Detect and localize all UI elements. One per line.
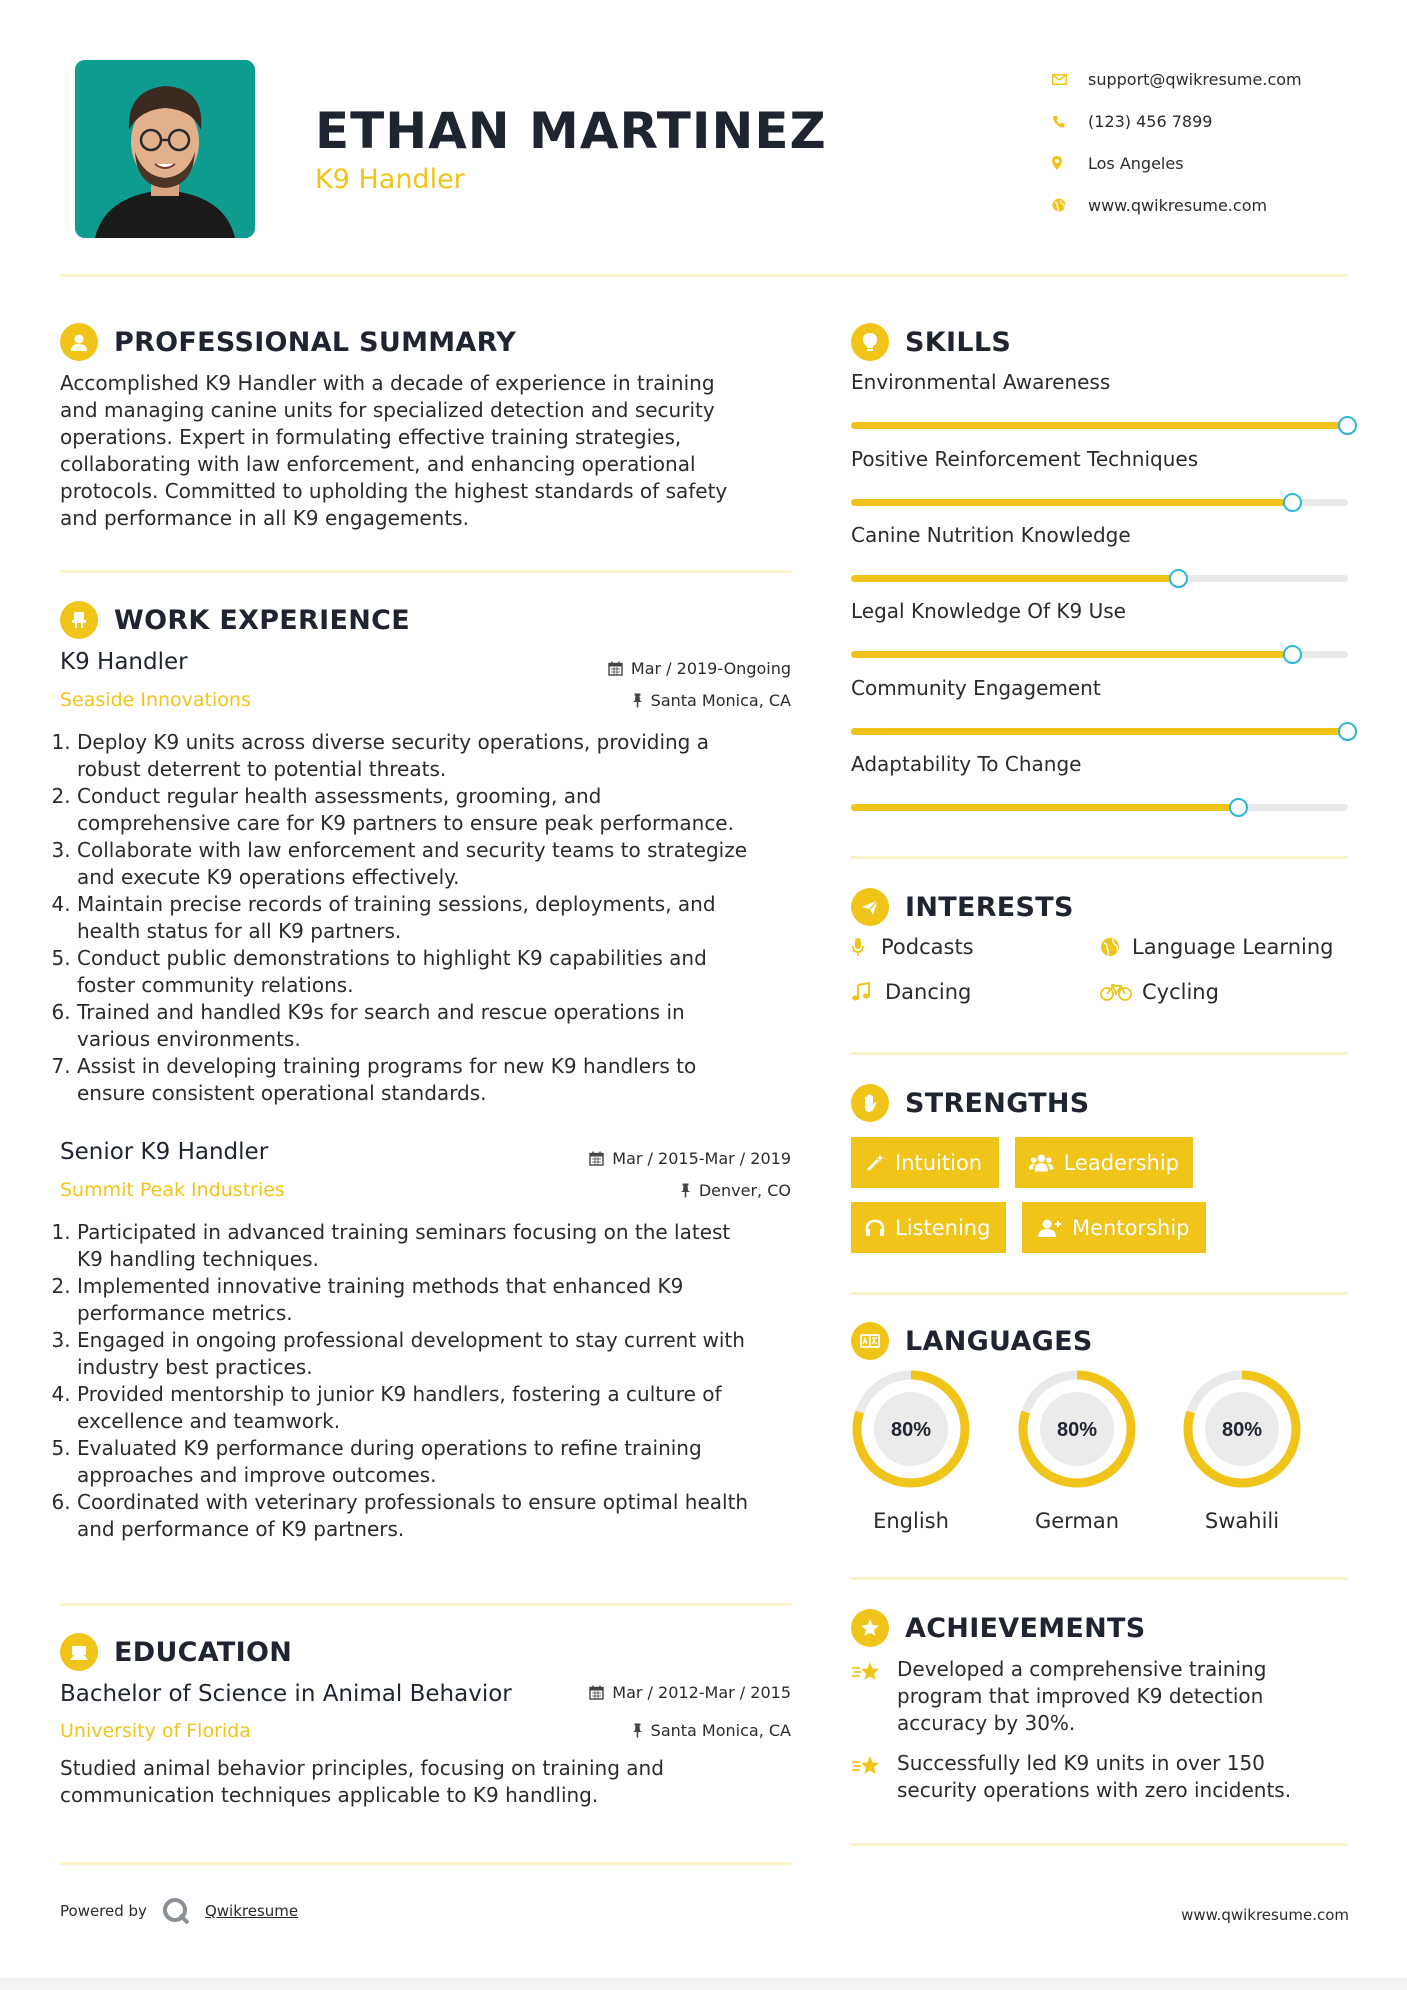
interest-label: Dancing	[885, 980, 972, 1004]
skill-bar-knob	[1283, 645, 1302, 664]
list-item	[77, 1219, 800, 1273]
candidate-name: ETHAN MARTINEZ	[315, 102, 827, 160]
skill-bar-fill	[851, 499, 1293, 506]
list-item	[77, 891, 800, 945]
education-description	[60, 1755, 800, 1809]
interest-label: Cycling	[1142, 980, 1219, 1004]
strengths-heading	[851, 1084, 1090, 1122]
list-item-line: performance metrics.	[77, 1301, 293, 1325]
skill-name: Environmental Awareness	[851, 370, 1111, 394]
achievement-line: program that improved K9 detection	[897, 1684, 1264, 1708]
footer-strip	[0, 1978, 1407, 1990]
skill-item	[851, 370, 1351, 429]
list-item	[77, 783, 800, 837]
skill-bar-knob	[1338, 722, 1357, 741]
user-plus-icon	[1036, 1218, 1062, 1238]
skill-name: Legal Knowledge Of K9 Use	[851, 599, 1126, 623]
language-icon	[851, 1322, 889, 1360]
skill-bar	[851, 575, 1348, 582]
skill-item	[851, 599, 1351, 658]
achievement-line: Developed a comprehensive training	[897, 1657, 1267, 1681]
list-item	[77, 1053, 800, 1107]
skill-bar	[851, 804, 1348, 811]
lightbulb-icon	[851, 323, 889, 361]
job-title: K9 Handler	[60, 649, 188, 675]
summary-line: and performance in all K9 engagements.	[60, 506, 469, 530]
list-item	[77, 945, 800, 999]
summary-line: operations. Expert in formulating effective training strategies,	[60, 425, 682, 449]
achievements-title: ACHIEVEMENTS	[905, 1612, 1146, 1644]
skill-item	[851, 523, 1351, 582]
skill-bar	[851, 651, 1348, 658]
hand-icon	[851, 1084, 889, 1122]
list-item	[77, 729, 800, 783]
calendar-icon	[589, 1151, 604, 1166]
list-item	[77, 1489, 800, 1543]
skill-name: Canine Nutrition Knowledge	[851, 523, 1131, 547]
achievement-line: accuracy by 30%.	[897, 1711, 1076, 1735]
interest-item	[1100, 935, 1333, 959]
headphones-icon	[865, 1219, 885, 1237]
school-name: University of Florida	[60, 1720, 251, 1742]
language-percent: 80%	[1221, 1419, 1263, 1441]
education-title: EDUCATION	[114, 1636, 293, 1668]
section-divider	[851, 1052, 1348, 1055]
language-item	[1180, 1367, 1304, 1533]
education-line: communication techniques applicable to K9 handling.	[60, 1783, 599, 1807]
list-item	[77, 1327, 800, 1381]
achievements-heading	[851, 1609, 1146, 1647]
group-icon	[1029, 1153, 1054, 1173]
list-item-line: foster community relations.	[77, 973, 354, 997]
list-item	[77, 1435, 800, 1489]
pin-icon	[632, 1723, 643, 1738]
list-item-line: 4. Maintain precise records of training sessions, deployments, and	[77, 892, 716, 916]
section-divider	[851, 1577, 1348, 1580]
list-item-line: industry best practices.	[77, 1355, 313, 1379]
summary-line: and managing canine units for specialized detection and security	[60, 398, 715, 422]
job-title: Senior K9 Handler	[60, 1139, 269, 1165]
strength-label: Leadership	[1063, 1150, 1179, 1175]
language-name: Swahili	[1204, 1509, 1280, 1533]
skill-name: Community Engagement	[851, 676, 1101, 700]
footer-website[interactable]: www.qwikresume.com	[1181, 1906, 1349, 1924]
language-progress-ring	[1015, 1367, 1139, 1491]
music-note-icon	[851, 982, 885, 1002]
envelope-icon	[1048, 74, 1088, 85]
summary-line: collaborating with law enforcement, and enhancing operational	[60, 452, 696, 476]
job-location	[680, 1181, 791, 1200]
star-icon	[851, 1750, 897, 1804]
summary-line: protocols. Committed to upholding the highest standards of safety	[60, 479, 728, 503]
bicycle-icon	[1100, 983, 1142, 1001]
powered-by-label: Powered by	[60, 1902, 147, 1920]
interest-label: Podcasts	[881, 935, 974, 959]
list-item-line: and execute K9 operations effectively.	[77, 865, 460, 889]
list-item-line: and performance of K9 partners.	[77, 1517, 405, 1541]
list-item-line: health status for all K9 partners.	[77, 919, 402, 943]
language-progress-ring	[1180, 1367, 1304, 1491]
pin-icon	[680, 1183, 691, 1198]
section-divider	[851, 1292, 1348, 1295]
education-date	[589, 1683, 791, 1702]
achievement-item	[851, 1656, 1266, 1737]
list-item-line: robust deterrent to potential threats.	[77, 757, 447, 781]
qwikresume-logo-icon	[161, 1896, 193, 1926]
job-location-text: Denver, CO	[698, 1181, 791, 1200]
skill-item	[851, 447, 1351, 506]
language-percent: 80%	[1056, 1419, 1098, 1441]
list-item-line: 1. Deploy K9 units across diverse security operations, providing a	[77, 730, 709, 754]
interests-heading	[851, 888, 1074, 926]
candidate-role: K9 Handler	[315, 164, 465, 195]
languages-title: LANGUAGES	[905, 1325, 1093, 1357]
list-item-line: ensure consistent operational standards.	[77, 1081, 487, 1105]
languages-heading	[851, 1322, 1093, 1360]
education-date-text: Mar / 2012-Mar / 2015	[612, 1683, 791, 1702]
achievement-text	[897, 1656, 1266, 1737]
strengths-title: STRENGTHS	[905, 1087, 1090, 1119]
list-item	[77, 1273, 800, 1327]
strength-label: Mentorship	[1072, 1215, 1190, 1240]
list-item-line: approaches and improve outcomes.	[77, 1463, 437, 1487]
skill-bar-knob	[1283, 493, 1302, 512]
job-date	[608, 659, 791, 678]
language-name: German	[1034, 1509, 1120, 1533]
interest-label: Language Learning	[1132, 935, 1334, 959]
list-item-line: 7. Assist in developing training programs for new K9 handlers to	[77, 1054, 697, 1078]
pin-icon	[632, 693, 643, 708]
qwikresume-link[interactable]: Qwikresume	[204, 1902, 299, 1920]
header-divider	[60, 274, 1348, 277]
strength-tag	[1015, 1137, 1193, 1188]
interest-item	[1100, 980, 1219, 1004]
degree-title: Bachelor of Science in Animal Behavior	[60, 1681, 512, 1707]
section-divider	[851, 856, 1348, 859]
job-location-text: Santa Monica, CA	[650, 691, 791, 710]
language-item	[1015, 1367, 1139, 1533]
calendar-icon	[608, 661, 623, 676]
strength-tag	[851, 1137, 999, 1188]
interests-title: INTERESTS	[905, 891, 1074, 923]
skill-bar-fill	[851, 804, 1239, 811]
star-icon	[851, 1656, 897, 1737]
briefcase-icon	[60, 601, 98, 639]
contact-website-text: www.qwikresume.com	[1088, 195, 1268, 215]
skill-bar-knob	[1229, 798, 1248, 817]
language-progress-ring	[849, 1367, 973, 1491]
skill-item	[851, 752, 1351, 811]
job-date-text: Mar / 2015-Mar / 2019	[612, 1149, 791, 1168]
star-badge-icon	[851, 1609, 889, 1647]
job-location	[632, 691, 791, 710]
list-item-line: various environments.	[77, 1027, 301, 1051]
achievement-item	[851, 1750, 1291, 1804]
skill-bar-fill	[851, 728, 1348, 735]
job-duties-list	[55, 729, 800, 1107]
list-item-line: 6. Trained and handled K9s for search and rescue operations in	[77, 1000, 685, 1024]
list-item-line: excellence and teamwork.	[77, 1409, 341, 1433]
summary-line: Accomplished K9 Handler with a decade of experience in training	[60, 371, 715, 395]
skill-name: Positive Reinforcement Techniques	[851, 447, 1199, 471]
list-item-line: 1. Participated in advanced training seminars focusing on the latest	[77, 1220, 731, 1244]
contact-location	[1048, 142, 1378, 184]
strength-label: Listening	[895, 1215, 991, 1240]
footer-powered-by	[60, 1896, 298, 1926]
skill-bar-fill	[851, 575, 1179, 582]
list-item-line: 6. Coordinated with veterinary professionals to ensure optimal health	[77, 1490, 749, 1514]
map-pin-icon	[1048, 156, 1088, 170]
section-divider	[851, 1843, 1348, 1846]
user-icon	[60, 323, 98, 361]
list-item-line: 5. Conduct public demonstrations to highlight K9 capabilities and	[77, 946, 707, 970]
skill-bar-fill	[851, 651, 1293, 658]
list-item-line: 3. Engaged in ongoing professional development to stay current with	[77, 1328, 745, 1352]
list-item-line: comprehensive care for K9 partners to ensure peak performance.	[77, 811, 734, 835]
microphone-icon	[851, 937, 881, 957]
summary-title: PROFESSIONAL SUMMARY	[114, 326, 517, 358]
interest-item	[851, 980, 971, 1004]
achievement-text	[897, 1750, 1291, 1804]
list-item-line: 3. Collaborate with law enforcement and security teams to strategize	[77, 838, 748, 862]
phone-icon	[1048, 115, 1088, 128]
skill-bar-fill	[851, 422, 1348, 429]
education-heading	[60, 1633, 292, 1671]
calendar-icon	[589, 1685, 604, 1700]
graduation-icon	[60, 1633, 98, 1671]
summary-heading	[60, 323, 516, 361]
list-item	[77, 999, 800, 1053]
skill-bar	[851, 728, 1348, 735]
globe-icon	[1100, 937, 1132, 957]
strength-label: Intuition	[895, 1150, 983, 1175]
skill-bar	[851, 422, 1348, 429]
job-duties-list	[55, 1219, 800, 1543]
language-item	[849, 1367, 973, 1533]
interest-item	[851, 935, 974, 959]
skill-bar	[851, 499, 1348, 506]
profile-photo	[75, 60, 255, 238]
list-item-line: 5. Evaluated K9 performance during operations to refine training	[77, 1436, 702, 1460]
list-item-line: K9 handling techniques.	[77, 1247, 319, 1271]
skill-bar-knob	[1338, 416, 1357, 435]
list-item-line: 4. Provided mentorship to junior K9 handlers, fostering a culture of	[77, 1382, 722, 1406]
contact-email-text: support@qwikresume.com	[1088, 69, 1302, 89]
work-title: WORK EXPERIENCE	[114, 604, 410, 636]
section-divider	[60, 1862, 792, 1865]
achievement-line: security operations with zero incidents.	[897, 1778, 1292, 1802]
strength-tag	[851, 1202, 1006, 1253]
list-item	[77, 1381, 800, 1435]
achievement-line: Successfully led K9 units in over 150	[897, 1751, 1265, 1775]
company-name: Summit Peak Industries	[60, 1179, 285, 1201]
skills-heading	[851, 323, 1011, 361]
paper-plane-icon	[851, 888, 889, 926]
contact-website[interactable]	[1048, 184, 1378, 226]
language-name: English	[873, 1509, 949, 1533]
education-location-text: Santa Monica, CA	[650, 1721, 791, 1740]
section-divider	[60, 1603, 792, 1606]
list-item	[77, 837, 800, 891]
strength-tag	[1022, 1202, 1206, 1253]
avatar-illustration	[75, 60, 255, 238]
skills-title: SKILLS	[905, 326, 1012, 358]
magic-wand-icon	[865, 1153, 885, 1173]
language-percent: 80%	[890, 1419, 932, 1441]
company-name: Seaside Innovations	[60, 689, 251, 711]
education-line: Studied animal behavior principles, focusing on training and	[60, 1756, 664, 1780]
education-location	[632, 1721, 791, 1740]
contact-location-text: Los Angeles	[1088, 153, 1184, 173]
contact-phone[interactable]	[1048, 100, 1378, 142]
summary-text	[60, 370, 800, 532]
contact-email[interactable]	[1048, 58, 1378, 100]
section-divider	[60, 570, 792, 573]
skill-name: Adaptability To Change	[851, 752, 1082, 776]
work-heading	[60, 601, 410, 639]
job-date	[589, 1149, 791, 1168]
skill-bar-knob	[1169, 569, 1188, 588]
list-item-line: 2. Implemented innovative training methods that enhanced K9	[77, 1274, 684, 1298]
globe-icon	[1048, 198, 1088, 212]
skill-item	[851, 676, 1351, 735]
list-item-line: 2. Conduct regular health assessments, grooming, and	[77, 784, 602, 808]
contact-phone-text: (123) 456 7899	[1088, 111, 1213, 131]
job-date-text: Mar / 2019-Ongoing	[630, 659, 791, 678]
contact-info	[1048, 58, 1378, 226]
